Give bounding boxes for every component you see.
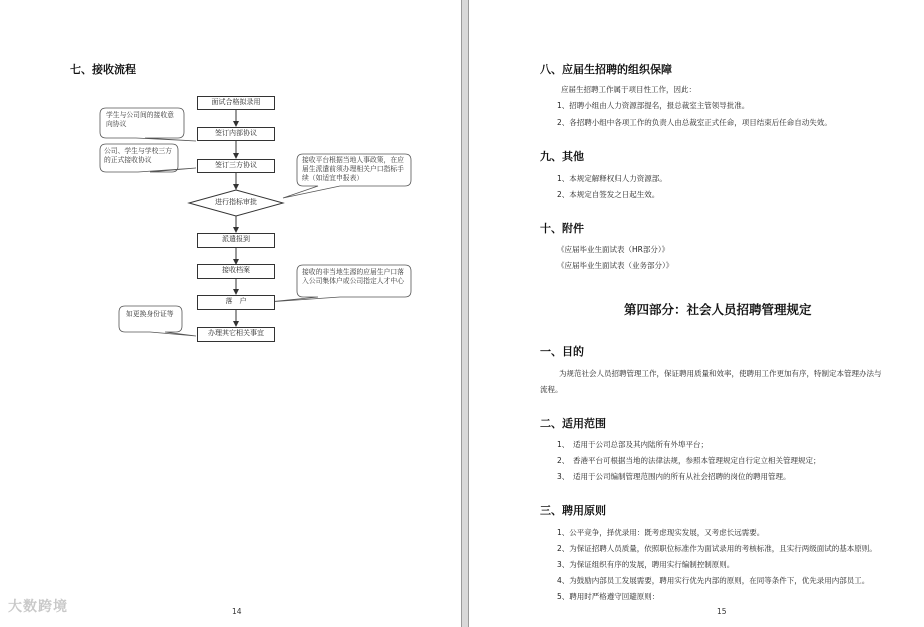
section-heading: 二、适用范围 bbox=[540, 417, 606, 430]
body-line: 为规范社会人员招聘管理工作，保证聘用质量和效率，使聘用工作更加有序，特制定本管理办法与 bbox=[559, 369, 882, 378]
body-line: 4、为鼓励内部员工发展需要，聘用实行优先内部的原则，在同等条件下，优先录用内部员工。 bbox=[557, 576, 870, 585]
flow-note: 接收平台根据当地人事政策，在应届生派遣前须办理相关户口指标手续（如适宜申报表） bbox=[302, 156, 404, 182]
section-heading: 八、应届生招聘的组织保障 bbox=[540, 63, 672, 76]
section-heading: 十、附件 bbox=[540, 222, 584, 235]
flow-step: 落 户 bbox=[197, 295, 275, 310]
flow-step: 签订三方协议 bbox=[197, 159, 275, 173]
attachment-link: 《应届毕业生面试表（HR部分）》 bbox=[557, 245, 670, 254]
flow-note: 如更换身份证等 bbox=[126, 310, 174, 318]
body-line: 3、为保证组织有序的发展，聘用实行编制控制原则。 bbox=[557, 560, 735, 569]
flow-note: 学生与公司间的接收意向协议 bbox=[106, 111, 174, 128]
body-line: 1、 适用于公司总部及其内陆所有外埠平台； bbox=[557, 440, 709, 449]
body-line: 3、 适用于公司编制管理范围内的所有从社会招聘的岗位的聘用管理。 bbox=[557, 472, 791, 481]
body-line: 5、聘用时严格遵守回避原则： bbox=[557, 592, 660, 601]
right-page bbox=[468, 0, 924, 627]
receive-process-heading: 七、接收流程 bbox=[70, 63, 136, 76]
body-line: 流程。 bbox=[540, 385, 563, 394]
body-line: 2、 香港平台可根据当地的法律法规，参照本管理规定自行定立相关管理规定； bbox=[557, 456, 821, 465]
body-line: 应届生招聘工作属于项目性工作，因此： bbox=[561, 85, 696, 94]
body-line: 2、本规定自签发之日起生效。 bbox=[557, 190, 660, 199]
section-heading: 九、其他 bbox=[540, 150, 584, 163]
flow-step: 办理其它相关事宜 bbox=[197, 327, 275, 342]
part-title: 第四部分：社会人员招聘管理规定 bbox=[624, 302, 812, 317]
flow-step: 派遣报到 bbox=[197, 233, 275, 248]
body-line: 1、公平竞争，择优录用：既考虑现实发展，又考虑长远需要。 bbox=[557, 528, 765, 537]
body-line: 2、各招聘小组中各项工作的负责人由总裁室正式任命，项目结束后任命自动失效。 bbox=[557, 118, 832, 127]
page-number: 15 bbox=[717, 607, 727, 616]
body-line: 1、招聘小组由人力资源部提名，报总裁室主管领导批准。 bbox=[557, 101, 750, 110]
section-heading: 一、目的 bbox=[540, 345, 584, 358]
flow-decision-label: 进行指标审批 bbox=[215, 198, 257, 206]
body-line: 1、本规定解释权归人力资源部。 bbox=[557, 174, 667, 183]
body-line: 2、为保证招聘人员质量，依照职位标准作为面试录用的考核标准，且实行两级面试的基本原则。 bbox=[557, 544, 877, 553]
page-number: 14 bbox=[232, 607, 242, 616]
attachment-link: 《应届毕业生面试表（业务部分）》 bbox=[557, 261, 674, 270]
flow-step: 签订内部协议 bbox=[197, 127, 275, 141]
section-heading: 三、聘用原则 bbox=[540, 504, 606, 517]
flow-note: 接收的非当地生源的应届生户口落入公司集体户或公司指定人才中心 bbox=[302, 268, 404, 285]
flow-note: 公司、学生与学校三方的正式接收协议 bbox=[104, 147, 172, 164]
flow-step: 面试合格拟录用 bbox=[197, 96, 275, 110]
flow-step: 接收档案 bbox=[197, 264, 275, 279]
watermark-logo: 大数跨境 bbox=[8, 599, 68, 615]
